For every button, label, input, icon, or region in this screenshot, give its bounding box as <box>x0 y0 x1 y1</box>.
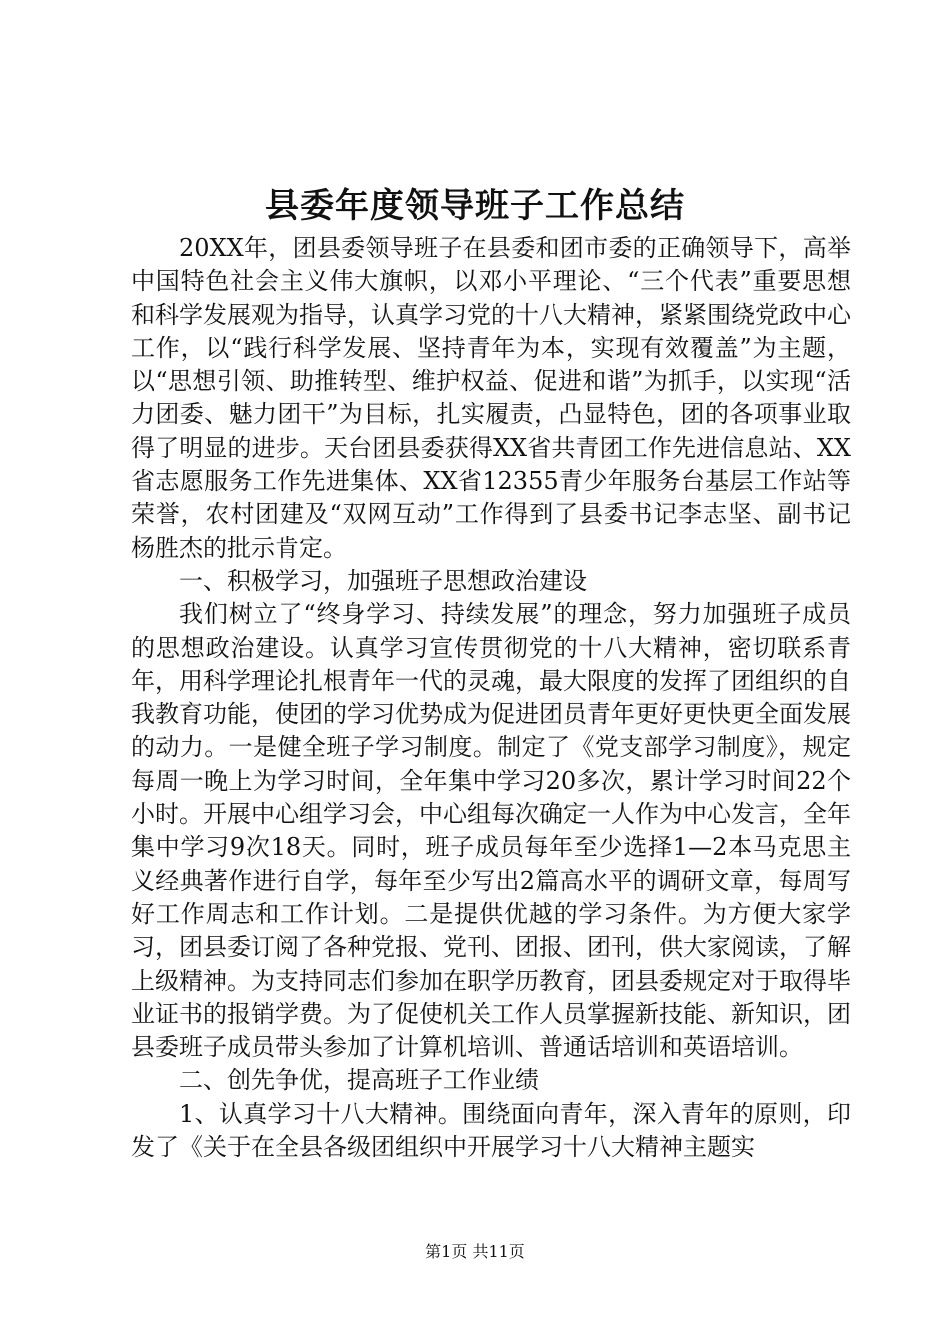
paragraph-section-1: 我们树立了“终身学习、持续发展”的理念，努力加强班子成员的思想政治建设。认真学习宣传贯彻党的十八大精神，密切联系青年，用科学理论扎根青年一代的灵魂，最大限度的发挥了团组织的自我教育功能，使团的学习优势成为促进团员青年更好更快更全面发展的动力。一是健全班子学习制度。制定了《党支部学习制度》，规定每周一晚上为学习时间，全年集中学习20多次，累计学习时间22个小时。开展中心组学习会，中心组每次确定一人作为中心发言，全年集中学习9次18天。同时，班子成员每年至少选择1—2本马克思主义经典著作进行自学，每年至少写出2篇高水平的调研文章，每周写好工作周志和工作计划。二是提供优越的学习条件。为方便大家学习，团县委订阅了各种党报、党刊、团报、团刊，供大家阅读，了解上级精神。为支持同志们参加在职学历教育，团县委规定对于取得毕业证书的报销学费。为了促使机关工作人员掌握新技能、新知识，团县委班子成员带头参加了计算机培训、普通话培训和英语培训。 <box>131 600 851 1062</box>
paragraph-intro: 20XX年，团县委领导班子在县委和团市委的正确领导下，高举中国特色社会主义伟大旗帜，以邓小平理论、“三个代表”重要思想和科学发展观为指导，认真学习党的十八大精神，紧紧围绕党政中心工作，以“践行科学发展、坚持青年为本，实现有效覆盖”为主题，以“思想引领、助推转型、维护权益、促进和谐”为抓手，以实现“活力团委、魅力团干”为目标，扎实履责，凸显特色，团的各项事业取得了明显的进步。天台团县委获得XX省共青团工作先进信息站、XX省志愿服务工作先进集体、XX省12355青少年服务台基层工作站等荣誉，农村团建及“双网互动”工作得到了县委书记李志坚、副书记杨胜杰的批示肯定。 <box>131 234 851 562</box>
paragraph-section-2: 1、认真学习十八大精神。围绕面向青年，深入青年的原则，印发了《关于在全县各级团组织中开展学习十八大精神主题实 <box>131 1099 851 1162</box>
section-heading-2: 二、创先争优，提高班子工作业绩 <box>179 1066 539 1095</box>
document-body <box>131 232 851 1164</box>
section-heading-1: 一、积极学习，加强班子思想政治建设 <box>179 566 587 595</box>
document-title: 县委年度领导班子工作总结 <box>265 186 685 226</box>
page-footer: 第1页 共11页 <box>425 1242 525 1261</box>
